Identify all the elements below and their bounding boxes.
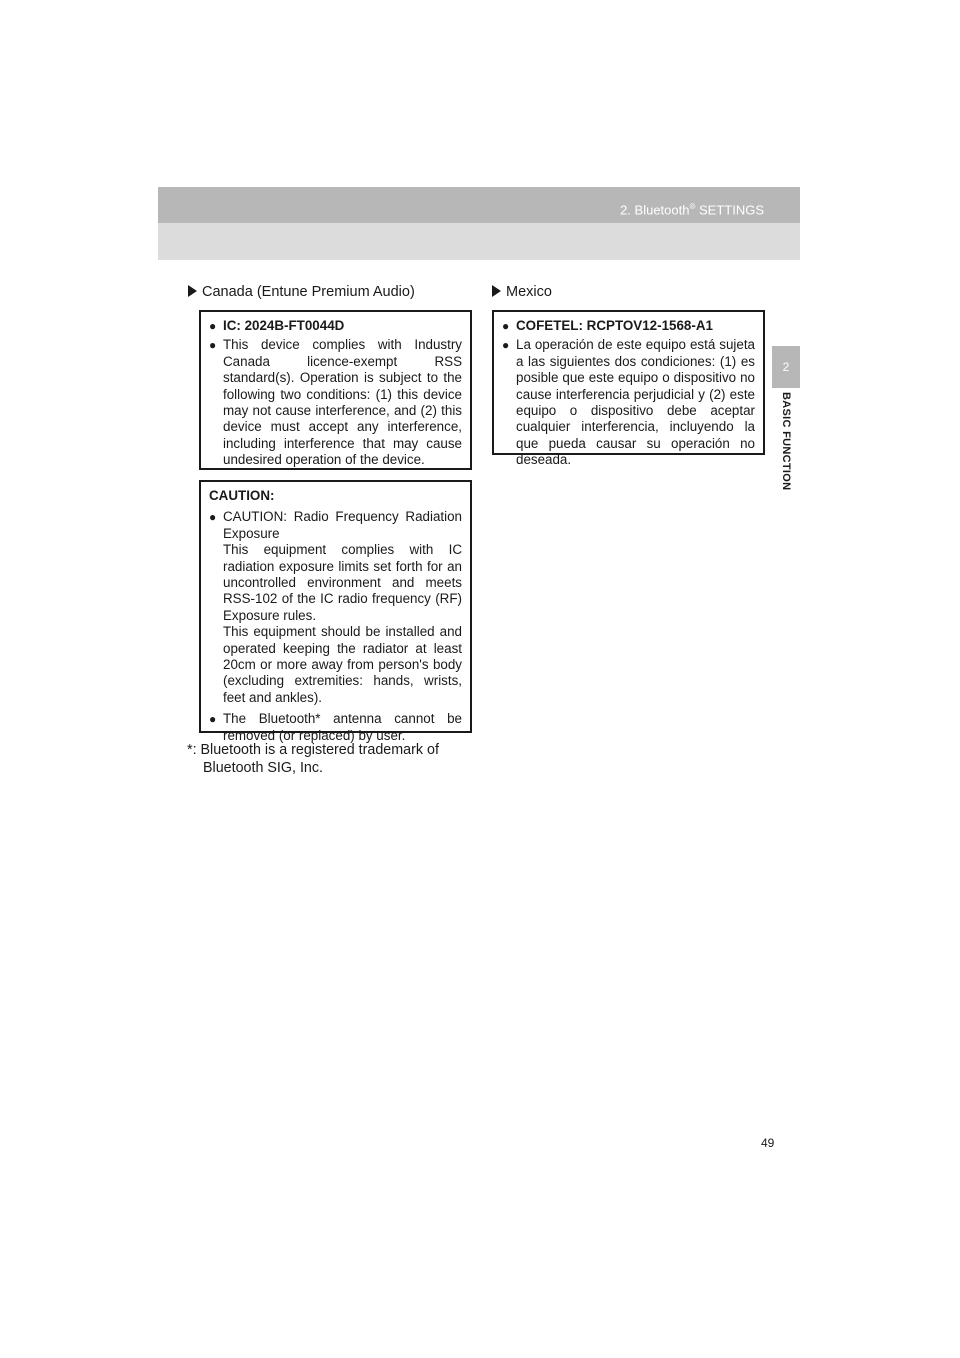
ic-notice-box xyxy=(199,310,472,470)
bullet-icon: ● xyxy=(502,319,510,333)
caution-antenna-text: The Bluetooth* antenna cannot be removed (or replaced) by user. xyxy=(223,711,462,743)
cofetel-number-text: COFETEL: RCPTOV12-1568-A1 xyxy=(516,318,713,333)
chapter-number: 2 xyxy=(782,360,790,374)
bullet-icon: ● xyxy=(209,510,217,525)
chapter-label: BASIC FUNCTION xyxy=(780,392,792,491)
ic-number-item xyxy=(209,318,462,334)
section-title-suffix: SETTINGS xyxy=(695,202,764,218)
trademark-footnote xyxy=(187,741,471,777)
section-title-prefix: 2. Bluetooth xyxy=(620,202,690,218)
caution-title: CAUTION: xyxy=(209,488,275,503)
caution-antenna-item xyxy=(209,711,462,744)
footnote-line-1: *: Bluetooth is a registered trademark of xyxy=(187,742,439,758)
section-title xyxy=(620,202,764,217)
canada-heading xyxy=(188,284,415,300)
bullet-icon: ● xyxy=(502,338,510,353)
cofetel-box xyxy=(492,310,765,468)
header-subband xyxy=(158,223,800,260)
cofetel-conditions-text: La operación de este equipo está sujeta a las siguientes dos condiciones: (1) es posible que este equipo o dispositivo no cause interferencia perjudicial y (2) este equipo o dispositivo debe aceptar cualquier interferencia, incluyendo la que pueda causar su operación no deseada. xyxy=(516,337,755,468)
cofetel-number-item xyxy=(502,318,755,334)
arrow-right-icon xyxy=(188,285,197,297)
arrow-right-icon xyxy=(492,285,501,297)
ic-compliance-item xyxy=(209,337,462,468)
chapter-label-wrap xyxy=(773,392,799,510)
footnote-line-2: Bluetooth SIG, Inc. xyxy=(203,760,324,776)
canada-heading-text: Canada (Entune Premium Audio) xyxy=(202,284,415,300)
mexico-heading-text: Mexico xyxy=(506,284,552,300)
caution-rf-paragraph-2: This equipment should be installed and operated keeping the radiator at least 20cm or more away from person's body (excluding extremities: hands, wrists, feet and ankles). xyxy=(223,624,462,705)
registered-mark: ® xyxy=(689,202,696,211)
caution-rf-paragraph-1: This equipment complies with IC radiation exposure limits set forth for an uncontrolled environment and meets RSS-102 of the IC radio frequency (RF) Exposure rules. xyxy=(223,542,462,623)
bullet-icon: ● xyxy=(209,712,217,727)
caution-rf-item xyxy=(209,509,462,706)
page-number: 49 xyxy=(761,1136,775,1150)
caution-rf-title: CAUTION: Radio Frequency Radiation Exposure xyxy=(223,509,462,541)
ic-compliance-text: This device complies with Industry Canada licence-exempt RSS standard(s). Operation is subject to the following two conditions: (1) this device may not cause interference, and (2) this device must accept any interference, including interference that may cause undesired operation of the device. xyxy=(223,337,462,468)
ic-number-text: IC: 2024B-FT0044D xyxy=(223,318,345,333)
bullet-icon: ● xyxy=(209,319,217,333)
mexico-heading xyxy=(492,284,552,300)
caution-box xyxy=(199,480,472,743)
cofetel-conditions-item xyxy=(502,337,755,468)
bullet-icon: ● xyxy=(209,338,217,353)
